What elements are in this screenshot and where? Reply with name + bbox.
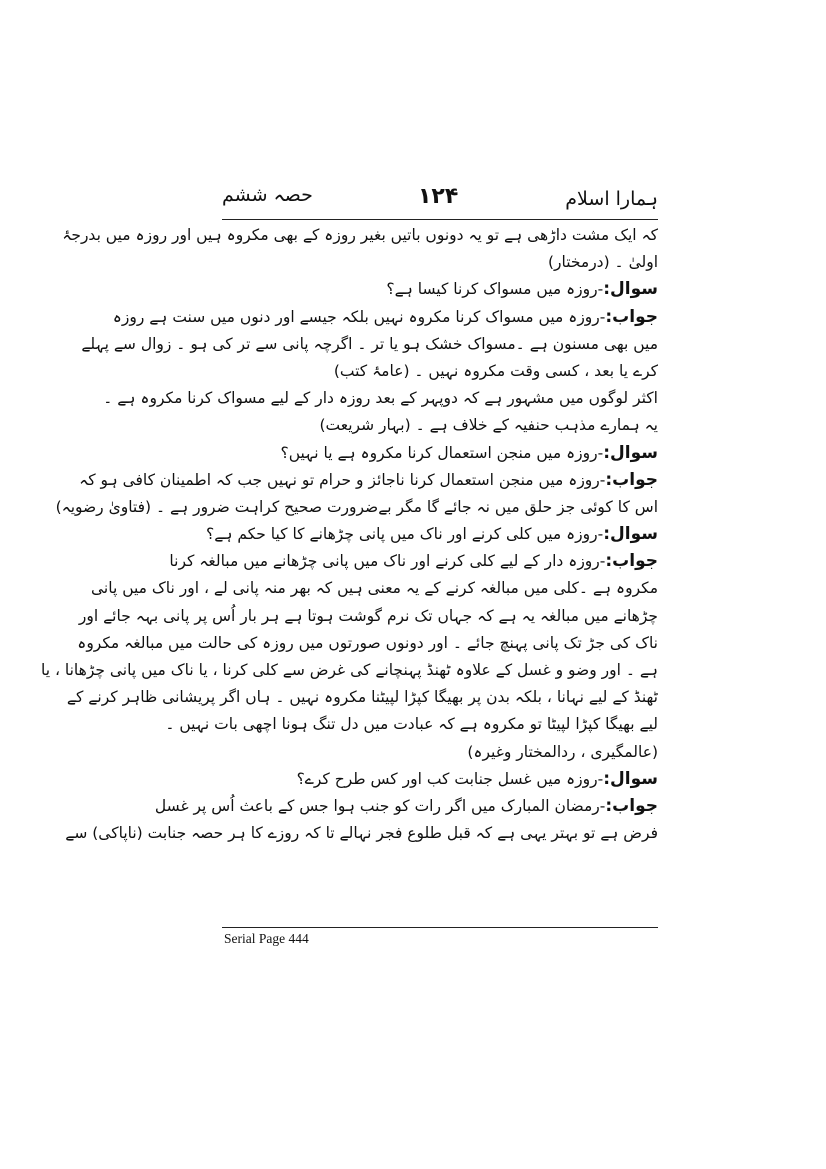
question-label: سوال:	[603, 768, 658, 789]
text-line: کہ ایک مشت داڑھی ہے تو یہ دونوں باتیں بغیر روزہ کے بھی مکروہ ہیں اور روزہ میں بدرجۂ	[62, 226, 658, 244]
text-line: ہے ۔ اور وضو و غسل کے علاوہ ٹھنڈ پہنچانے کی غرض سے کلی کرنا ، یا ناک میں پانی چڑھانا ، یا	[41, 661, 658, 679]
text-line: میں بھی مسنون ہے ۔مسواک خشک ہو یا تر ۔ اگرچہ پانی سے تر کی ہو ۔ زوال سے پہلے	[81, 334, 658, 353]
answer-label: جواب:	[605, 469, 658, 490]
question-label: سوال:	[603, 279, 658, 300]
section-label: حصہ ششم	[222, 184, 313, 206]
header-rule	[222, 219, 658, 220]
text-line: ٹھنڈ کے لیے نہانا ، بلکہ بدن پر بھیگا کپڑا لپیٹنا مکروہ نہیں ۔ ہاں اگر پریشانی ظاہر کرنے کے	[66, 688, 658, 707]
answer-line: جواب:-روزہ میں مسواک کرنا مکروہ نہیں بلکہ جیسے اور دنوں میں سنت ہے روزہ	[112, 306, 658, 327]
text-line: اولیٰ ۔ (درمختار)	[547, 253, 658, 272]
footer-rule	[222, 927, 658, 928]
reference-line: (عالمگیری ، ردالمختار وغیرہ)	[467, 742, 658, 761]
serial-page-footer: Serial Page 444	[224, 931, 309, 946]
text-line: ناک کی جڑ تک پانی پہنچ جائے ۔ اور دونوں صورتوں میں روزہ کی حالت میں مبالغہ مکروہ	[77, 633, 658, 652]
answer-label: جواب:	[605, 795, 658, 816]
text-line: چڑھانے میں مبالغہ یہ ہے کہ جہاں تک نرم گوشت ہوتا ہے ہر بار اُس پر پانی بہہ جائے اور	[78, 606, 658, 625]
answer-line: جواب:-روزہ دار کے لیے کلی کرنے اور ناک میں پانی چڑھانے میں مبالغہ کرنا	[169, 551, 658, 572]
text-line: کرے یا بعد ، کسی وقت مکروہ نہیں ۔ (عامۂ کتب)	[333, 361, 658, 380]
text-line: لیے بھیگا کپڑا لپیٹا تو مکروہ ہے کہ عبادت میں دل تنگ ہونا اچھی بات نہیں ۔	[165, 715, 658, 734]
question-line: سوال:-روزہ میں کلی کرنے اور ناک میں پانی چڑھانے کا کیا حکم ہے؟	[206, 524, 658, 545]
question-line: سوال:-روزہ میں منجن استعمال کرنا مکروہ ہے یا نہیں؟	[280, 442, 658, 463]
question-line: سوال:-روزہ میں مسواک کرنا کیسا ہے؟	[386, 279, 658, 300]
page-body	[41, 222, 658, 847]
answer-line: جواب:-روزہ میں منجن استعمال کرنا ناجائز و حرام تو نہیں جب کہ اطمینان کافی ہو کہ	[79, 469, 658, 490]
answer-label: جواب:	[605, 306, 658, 327]
page-header	[222, 182, 658, 216]
text-line: یہ ہمارے مذہب حنفیہ کے خلاف ہے ۔ (بہار شریعت)	[319, 416, 658, 435]
text-line: اس کا کوئی جز حلق میں نہ جائے گا مگر بےضرورت صحیح کراہت ضرور ہے ۔ (فتاویٰ رضویہ)	[55, 497, 658, 516]
question-label: سوال:	[603, 524, 658, 545]
page-number: ۱۲۴	[418, 184, 459, 209]
text-line: اکثر لوگوں میں مشہور ہے کہ دوپہر کے بعد روزہ دار کے لیے مسواک کرنا مکروہ ہے ۔	[103, 389, 658, 408]
text-line: فرض ہے تو بہتر یہی ہے کہ قبل طلوع فجر نہالے تا کہ روزے کا ہر حصہ جنابت (ناپاکی) سے	[65, 824, 658, 843]
question-line: سوال:-روزہ میں غسل جنابت کب اور کس طرح کرے؟	[296, 768, 658, 789]
book-title: ہمارا اسلام	[565, 188, 658, 210]
text-line: مکروہ ہے ۔کلی میں مبالغہ کرنے کے یہ معنی ہیں کہ بھر منہ پانی لے ، اور ناک میں پانی	[91, 579, 658, 598]
answer-line: جواب:-رمضان المبارک میں اگر رات کو جنب ہوا جس کے باعث اُس پر غسل	[154, 795, 658, 816]
question-label: سوال:	[603, 442, 658, 463]
answer-label: جواب:	[605, 551, 658, 572]
